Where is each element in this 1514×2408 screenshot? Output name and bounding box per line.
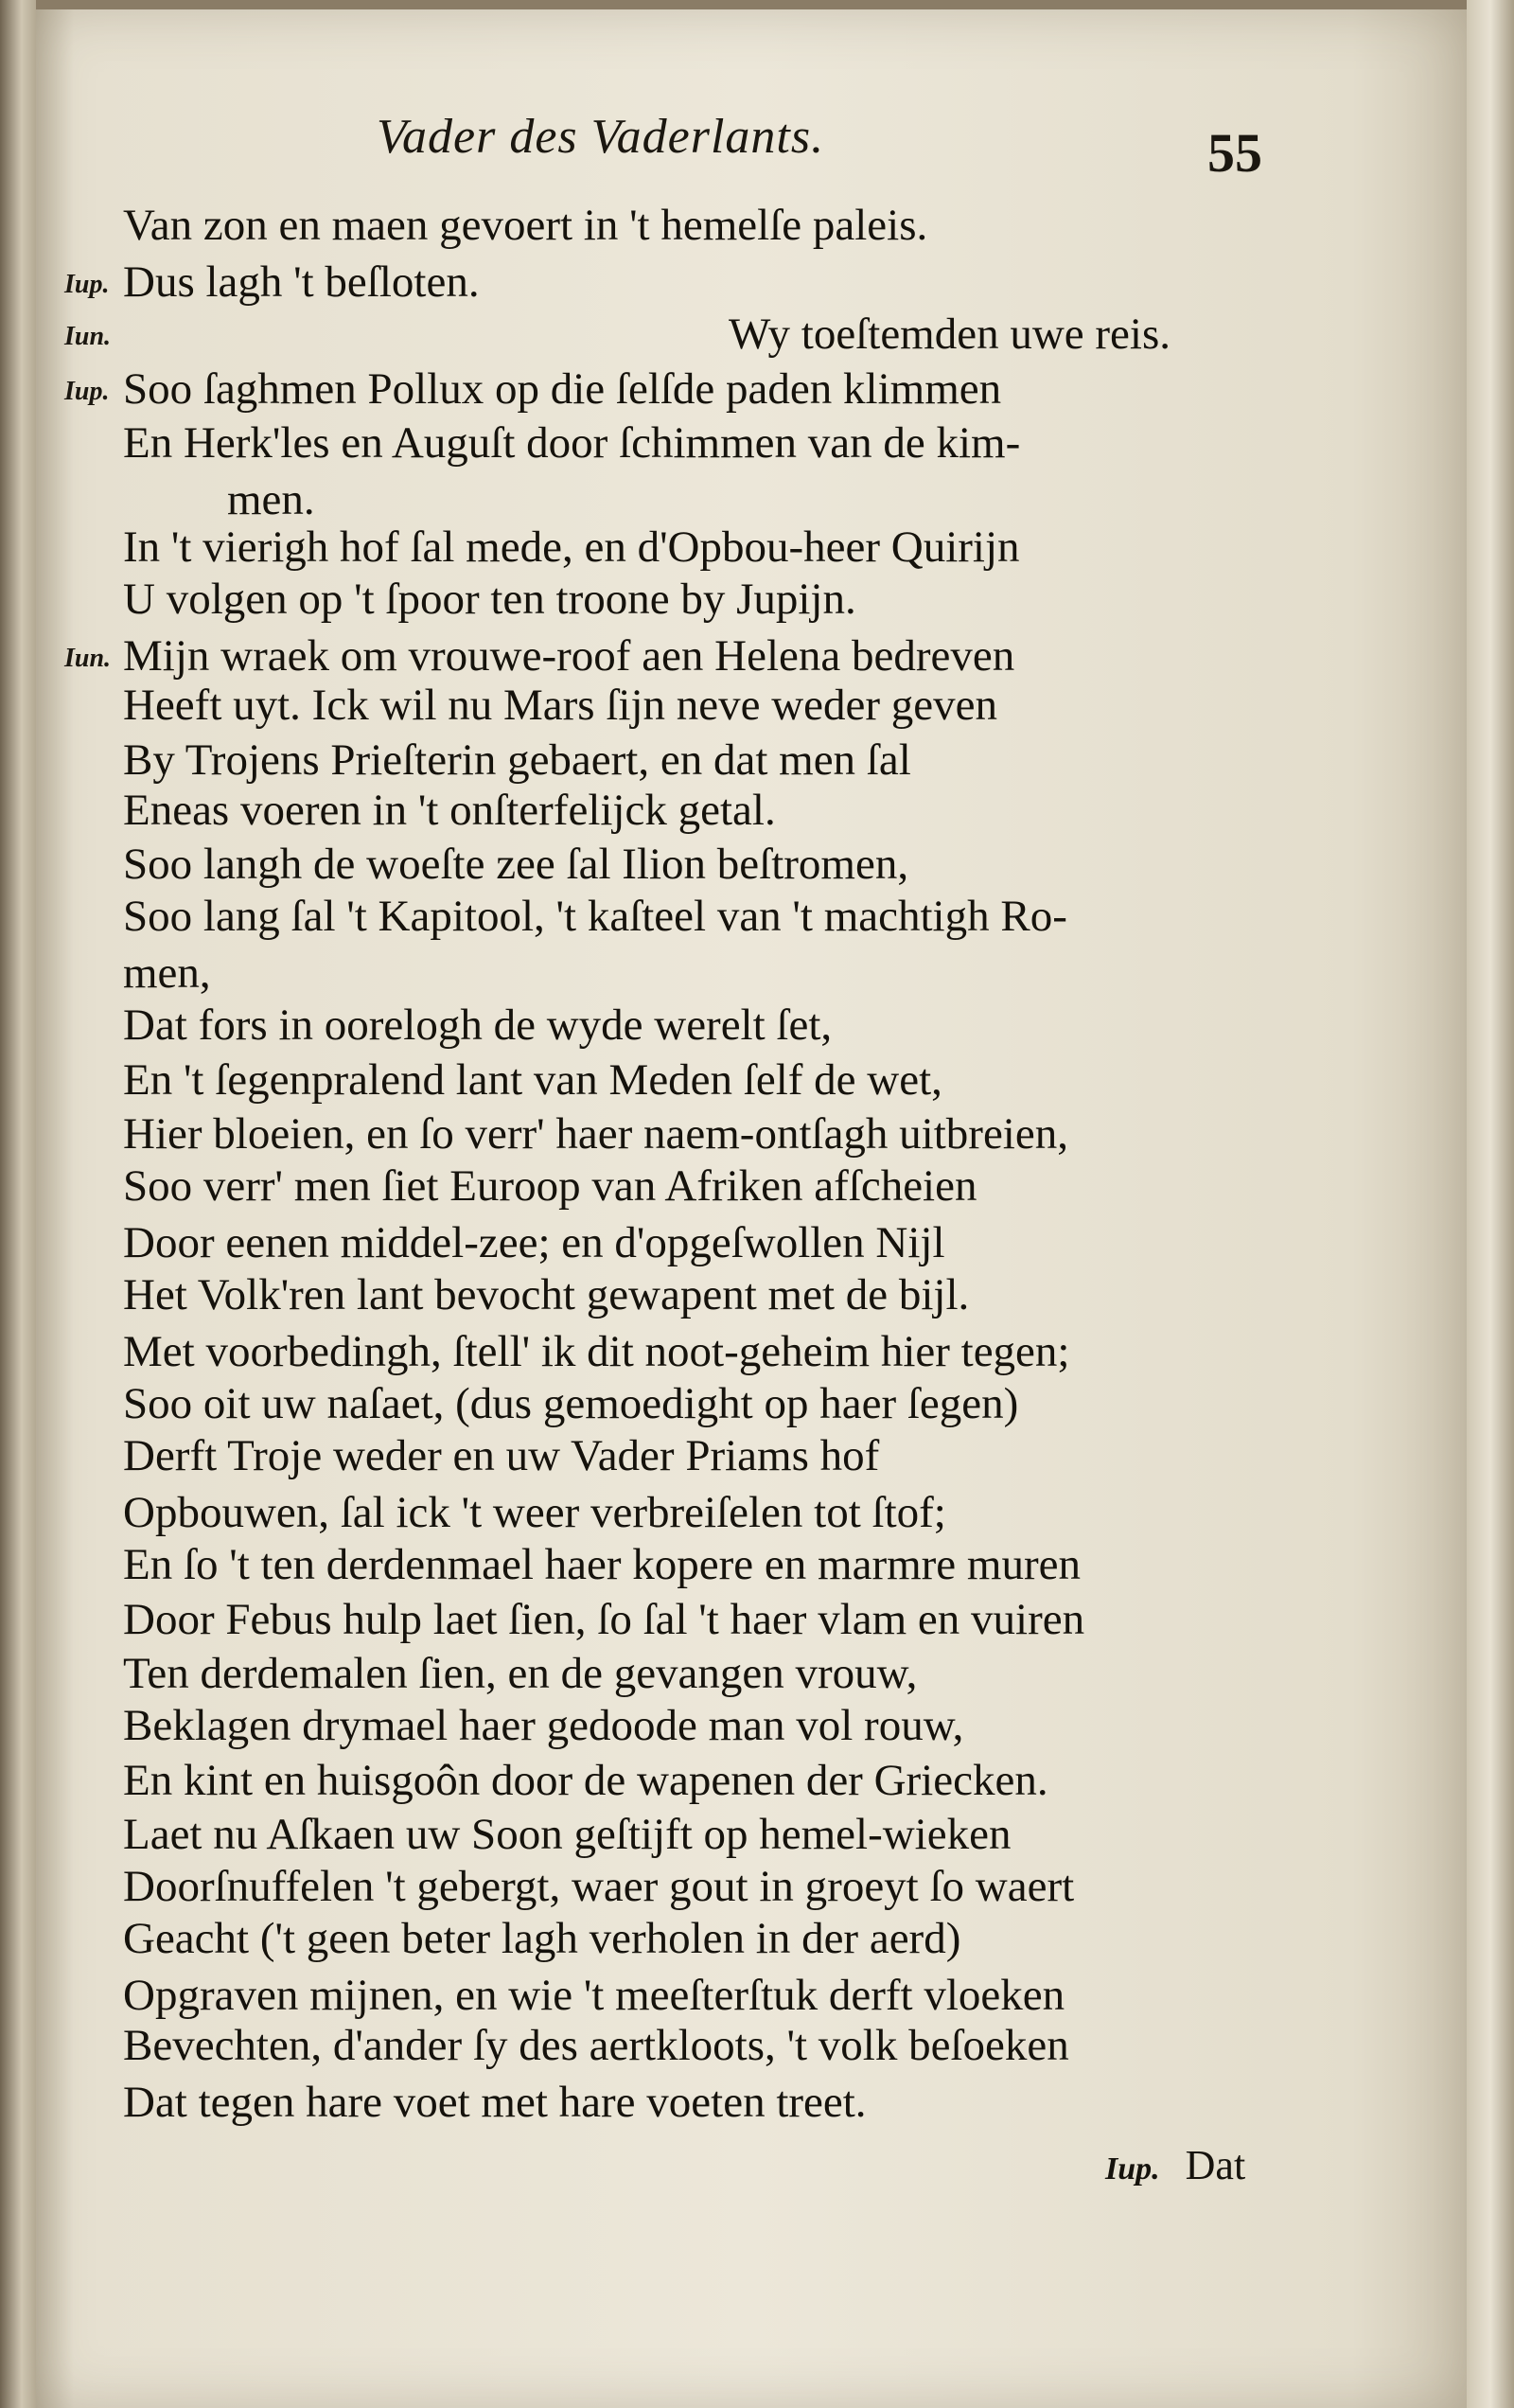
verse-line [123, 1270, 970, 1319]
verse-line [123, 948, 211, 998]
verse-line-text: En Herk'les en Auguſt door ſchimmen van de kim- [123, 418, 1021, 468]
verse-line-text: En kint en huisgoôn door de wapenen der Griecken. [123, 1756, 1048, 1805]
verse-line-text: Van zon en maen gevoert in 't hemelſe paleis. [123, 201, 928, 250]
verse-line [123, 1810, 1012, 1859]
verse-line [123, 1971, 1065, 2020]
verse-line-text: In 't vierigh hof ſal mede, en d'Opbou-heer Quirijn [123, 522, 1020, 572]
verse-line-text: men, [123, 948, 211, 998]
verse-line [123, 842, 908, 887]
verse-line-text: Beklagen drymael haer gedoode man vol rouw, [123, 1701, 964, 1750]
verse-line-text: En ſo 't ten derdenmael haer kopere en marmre muren [123, 1540, 1081, 1589]
verse-line [123, 1914, 961, 1963]
book-page [36, 9, 1467, 2408]
catchword-text: Dat [1185, 2142, 1246, 2188]
verse-line-text: Door Febus hulp laet ſien, ſo ſal 't haer vlam en vuiren [123, 1595, 1085, 1644]
verse-line-text: Soo oit uw naſaet, (dus gemoedight op haer ſegen) [123, 1379, 1019, 1428]
verse-line-text: U volgen op 't ſpoor ten troone by Jupijn. [123, 575, 856, 624]
speaker-label: Iup. [64, 377, 110, 406]
verse-line-text: En 't ſegenpralend lant van Meden ſelf de wet, [123, 1055, 942, 1105]
verse-line-text: By Trojens Prieſterin gebaert, en dat men ſal [123, 735, 911, 785]
verse-line-text: Bevechten, d'ander ſy des aertkloots, 't volk beſoeken [123, 2021, 1069, 2070]
verse-line-text: Dat fors in oorelogh de wyde werelt ſet, [123, 1000, 833, 1050]
verse-line-text: Dat tegen hare voet met hare voeten treet. [123, 2078, 867, 2127]
verse-line [123, 1109, 1068, 1159]
verse-line-text: Opbouwen, ſal ick 't weer verbreiſelen tot ſtof; [123, 1488, 946, 1537]
verse-line-text: Derft Troje weder en uw Vader Priams hof [123, 1431, 880, 1480]
verse-line [123, 1756, 1048, 1805]
page-number: 55 [1207, 122, 1262, 184]
verse-line [123, 2080, 867, 2125]
verse-line [123, 418, 1021, 468]
verse-line-text: Laet nu Aſkaen uw Soon geſtijft op hemel-wieken [123, 1810, 1012, 1859]
verse-line [123, 577, 856, 622]
verse-line [64, 310, 1171, 359]
page-fore-edge [1467, 0, 1514, 2408]
verse-line-text: Geacht ('t geen beter lagh verholen in der aerd) [123, 1914, 961, 1963]
verse-line [123, 522, 1020, 572]
speaker-label: Iun. [64, 644, 112, 673]
verse-line [123, 1488, 946, 1537]
verse-line [123, 1540, 1081, 1589]
verse-line-text: Opgraven mijnen, en wie 't meeſterſtuk derft vloeken [123, 1971, 1065, 2020]
verse-line [123, 1379, 1019, 1428]
verse-line-text: Met voorbedingh, ſtell' ik dit noot-geheim hier tegen; [123, 1327, 1070, 1376]
verse-line [123, 2021, 1069, 2070]
verse-line [123, 1000, 833, 1050]
verse-line [123, 1218, 945, 1267]
verse-line [123, 894, 1067, 939]
verse-line-text: Wy toeſtemden uwe reis. [729, 310, 1171, 359]
verse-line [123, 683, 997, 728]
verse-line [123, 201, 928, 250]
verse-line [123, 735, 911, 785]
verse-line [64, 631, 1015, 681]
verse-line-text: Heeft uyt. Ick wil nu Mars ſijn neve weder geven [123, 681, 998, 730]
speaker-label: Iun. [64, 322, 112, 351]
verse-text [36, 9, 1467, 2408]
verse-line-text: Eneas voeren in 't onſterfelijck getal. [123, 786, 776, 835]
verse-line [123, 1327, 1070, 1376]
verse-line-text: Doorſnuffelen 't gebergt, waer gout in groeyt ſo waert [123, 1862, 1075, 1911]
verse-line [64, 257, 480, 307]
verse-line [123, 1055, 942, 1105]
verse-line [227, 475, 315, 524]
verse-line-text: Dus lagh 't beſloten. [123, 257, 480, 307]
catchword-speaker: Iup. [1105, 2151, 1160, 2187]
verse-line [123, 1862, 1075, 1911]
verse-line-text: Hier bloeien, en ſo verr' haer naem-ontſagh uitbreien, [123, 1109, 1068, 1159]
verse-line [123, 1649, 918, 1698]
verse-line-text: Het Volk'ren lant bevocht gewapent met de bijl. [123, 1270, 970, 1319]
verse-line [123, 1161, 977, 1211]
verse-line [123, 1595, 1085, 1644]
verse-line [123, 1431, 880, 1480]
verse-line-text: Soo ſaghmen Pollux op die ſelſde paden klimmen [123, 364, 1002, 414]
catchword [1105, 2141, 1245, 2189]
verse-line [123, 788, 776, 833]
facing-page-edge [0, 0, 36, 2408]
verse-line-text: Soo lang ſal 't Kapitool, 't kaſteel van 't machtigh Ro- [123, 892, 1067, 941]
verse-line-text: Ten derdemalen ſien, en de gevangen vrouw, [123, 1649, 918, 1698]
verse-line-text: Soo verr' men ſiet Euroop van Afriken afſcheien [123, 1161, 977, 1211]
running-title: Vader des Vaderlants. [377, 110, 825, 164]
verse-line-text: Mijn wraek om vrouwe-roof aen Helena bedreven [123, 631, 1015, 681]
verse-line [123, 1701, 964, 1750]
speaker-label: Iup. [64, 270, 110, 299]
verse-line-text: men. [227, 475, 315, 524]
verse-line-text: Soo langh de woeſte zee ſal Ilion beſtromen, [123, 840, 909, 889]
verse-line [64, 364, 1002, 414]
verse-line-text: Door eenen middel-zee; en d'opgeſwollen Nijl [123, 1218, 945, 1267]
